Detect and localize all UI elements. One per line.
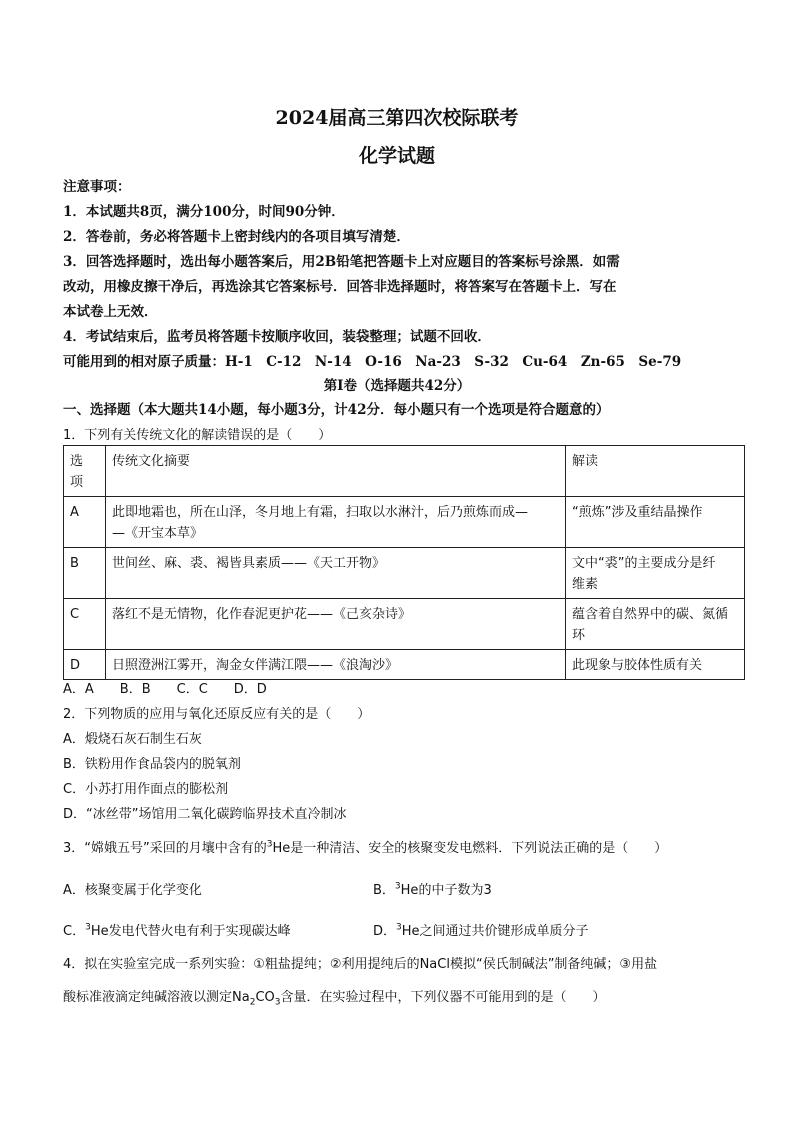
header-option: 选 项 bbox=[64, 446, 106, 497]
question-2-option-c: C．小苏打用作面点的膨松剂 bbox=[63, 782, 229, 797]
notice-item-4: 4．考试结束后，监考员将答题卡按顺序收回，装袋整理；试题不回收． bbox=[63, 329, 491, 345]
question-3-option-a: A．核聚变属于化学变化 bbox=[63, 883, 202, 898]
row-option: A bbox=[64, 497, 106, 548]
header-excerpt: 传统文化摘要 bbox=[106, 446, 566, 497]
question-2-stem: 2．下列物质的应用与氧化还原反应有关的是（ ） bbox=[63, 707, 371, 722]
exam-subject: 化学试题 bbox=[358, 145, 435, 167]
atomic-masses: 可能用到的相对原子质量：H-1 C-12 N-14 O-16 Na-23 S-32 Cu-64 Zn-65 Se-79 bbox=[63, 354, 682, 370]
notice-heading: 注意事项： bbox=[63, 179, 131, 195]
row-option: B bbox=[64, 548, 106, 599]
notice-item-3-line-2: 改动，用橡皮擦干净后，再选涂其它答案标号．回答非选择题时，将答案写在答题卡上．写在 bbox=[63, 279, 617, 295]
row-interpretation: 文中“裘”的主要成分是纤 维素 bbox=[566, 548, 745, 599]
table-row bbox=[64, 548, 745, 599]
table-row bbox=[64, 650, 745, 680]
question-4-line-1: 4．拟在实验室完成一系列实验：①粗盐提纯；②利用提纯后的NaCl模拟“侯氏制碱法”制备纯碱；③用盐 bbox=[63, 957, 658, 972]
volume-title: 第Ⅰ卷（选择题共42分） bbox=[323, 378, 471, 394]
question-3-option-b: B．$^3$He的中子数为3 bbox=[373, 881, 492, 898]
question-2-option-a: A．煅烧石灰石制生石灰 bbox=[63, 732, 202, 747]
question-3-option-c: C．$^3$He发电代替火电有利于实现碳达峰 bbox=[63, 922, 291, 939]
question-3-stem: 3．“嫦娥五号”采回的月壤中含有的$^3$He是一种清洁、安全的核聚变发电燃料．下列说法正确的是（ ） bbox=[63, 839, 668, 856]
row-option: D bbox=[64, 650, 106, 680]
question-2-option-b: B．铁粉用作食品袋内的脱氧剂 bbox=[63, 757, 241, 772]
exam-title: 2024届高三第四次校际联考 bbox=[275, 107, 519, 129]
question-3-option-d: D．$^3$He之间通过共价键形成单质分子 bbox=[373, 922, 589, 939]
notice-item-2: 2．答卷前，务必将答题卡上密封线内的各项目填写清楚． bbox=[63, 229, 410, 245]
question-1-choices: A．A B．B C．C D．D bbox=[63, 682, 267, 697]
question-2-option-d: D．“冰丝带”场馆用二氧化碳跨临界技术直冷制冰 bbox=[63, 807, 347, 822]
notice-item-1: 1．本试题共8页，满分100分，时间90分钟． bbox=[63, 204, 345, 220]
row-interpretation: 蕴含着自然界中的碳、氮循 环 bbox=[566, 599, 745, 650]
row-option: C bbox=[64, 599, 106, 650]
row-interpretation: “煎炼”涉及重结晶操作 bbox=[566, 497, 745, 548]
notice-item-3-line-1: 3．回答选择题时，选出每小题答案后，用2B铅笔把答题卡上对应题目的答案标号涂黑．如需 bbox=[63, 254, 620, 270]
part-title: 一、选择题（本大题共14小题，每小题3分，计42分．每小题只有一个选项是符合题意的） bbox=[63, 402, 610, 418]
row-excerpt: 落红不是无情物，化作春泥更护花——《己亥杂诗》 bbox=[106, 599, 566, 650]
question-4-line-2: 酸标准液滴定纯碱溶液以测定$Na_2CO_3$含量．在实验过程中，下列仪器不可能用到的是（ ） bbox=[63, 990, 606, 1008]
question-1-table bbox=[63, 445, 745, 680]
row-excerpt: 此即地霜也，所在山泽，冬月地上有霜，扫取以水淋汁，后乃煎炼而成— —《开宝本草》 bbox=[106, 497, 566, 548]
header-interpretation: 解读 bbox=[566, 446, 745, 497]
table-row bbox=[64, 599, 745, 650]
table-row bbox=[64, 497, 745, 548]
notice-item-3-line-3: 本试卷上无效． bbox=[63, 304, 158, 320]
row-interpretation: 此现象与胶体性质有关 bbox=[566, 650, 745, 680]
row-excerpt: 日照澄洲江雾开，淘金女伴满江隈——《浪淘沙》 bbox=[106, 650, 566, 680]
row-excerpt: 世间丝、麻、裘、褐皆具素质——《天工开物》 bbox=[106, 548, 566, 599]
table-header-row bbox=[64, 446, 745, 497]
question-1-stem: 1．下列有关传统文化的解读错误的是（ ） bbox=[63, 428, 332, 443]
